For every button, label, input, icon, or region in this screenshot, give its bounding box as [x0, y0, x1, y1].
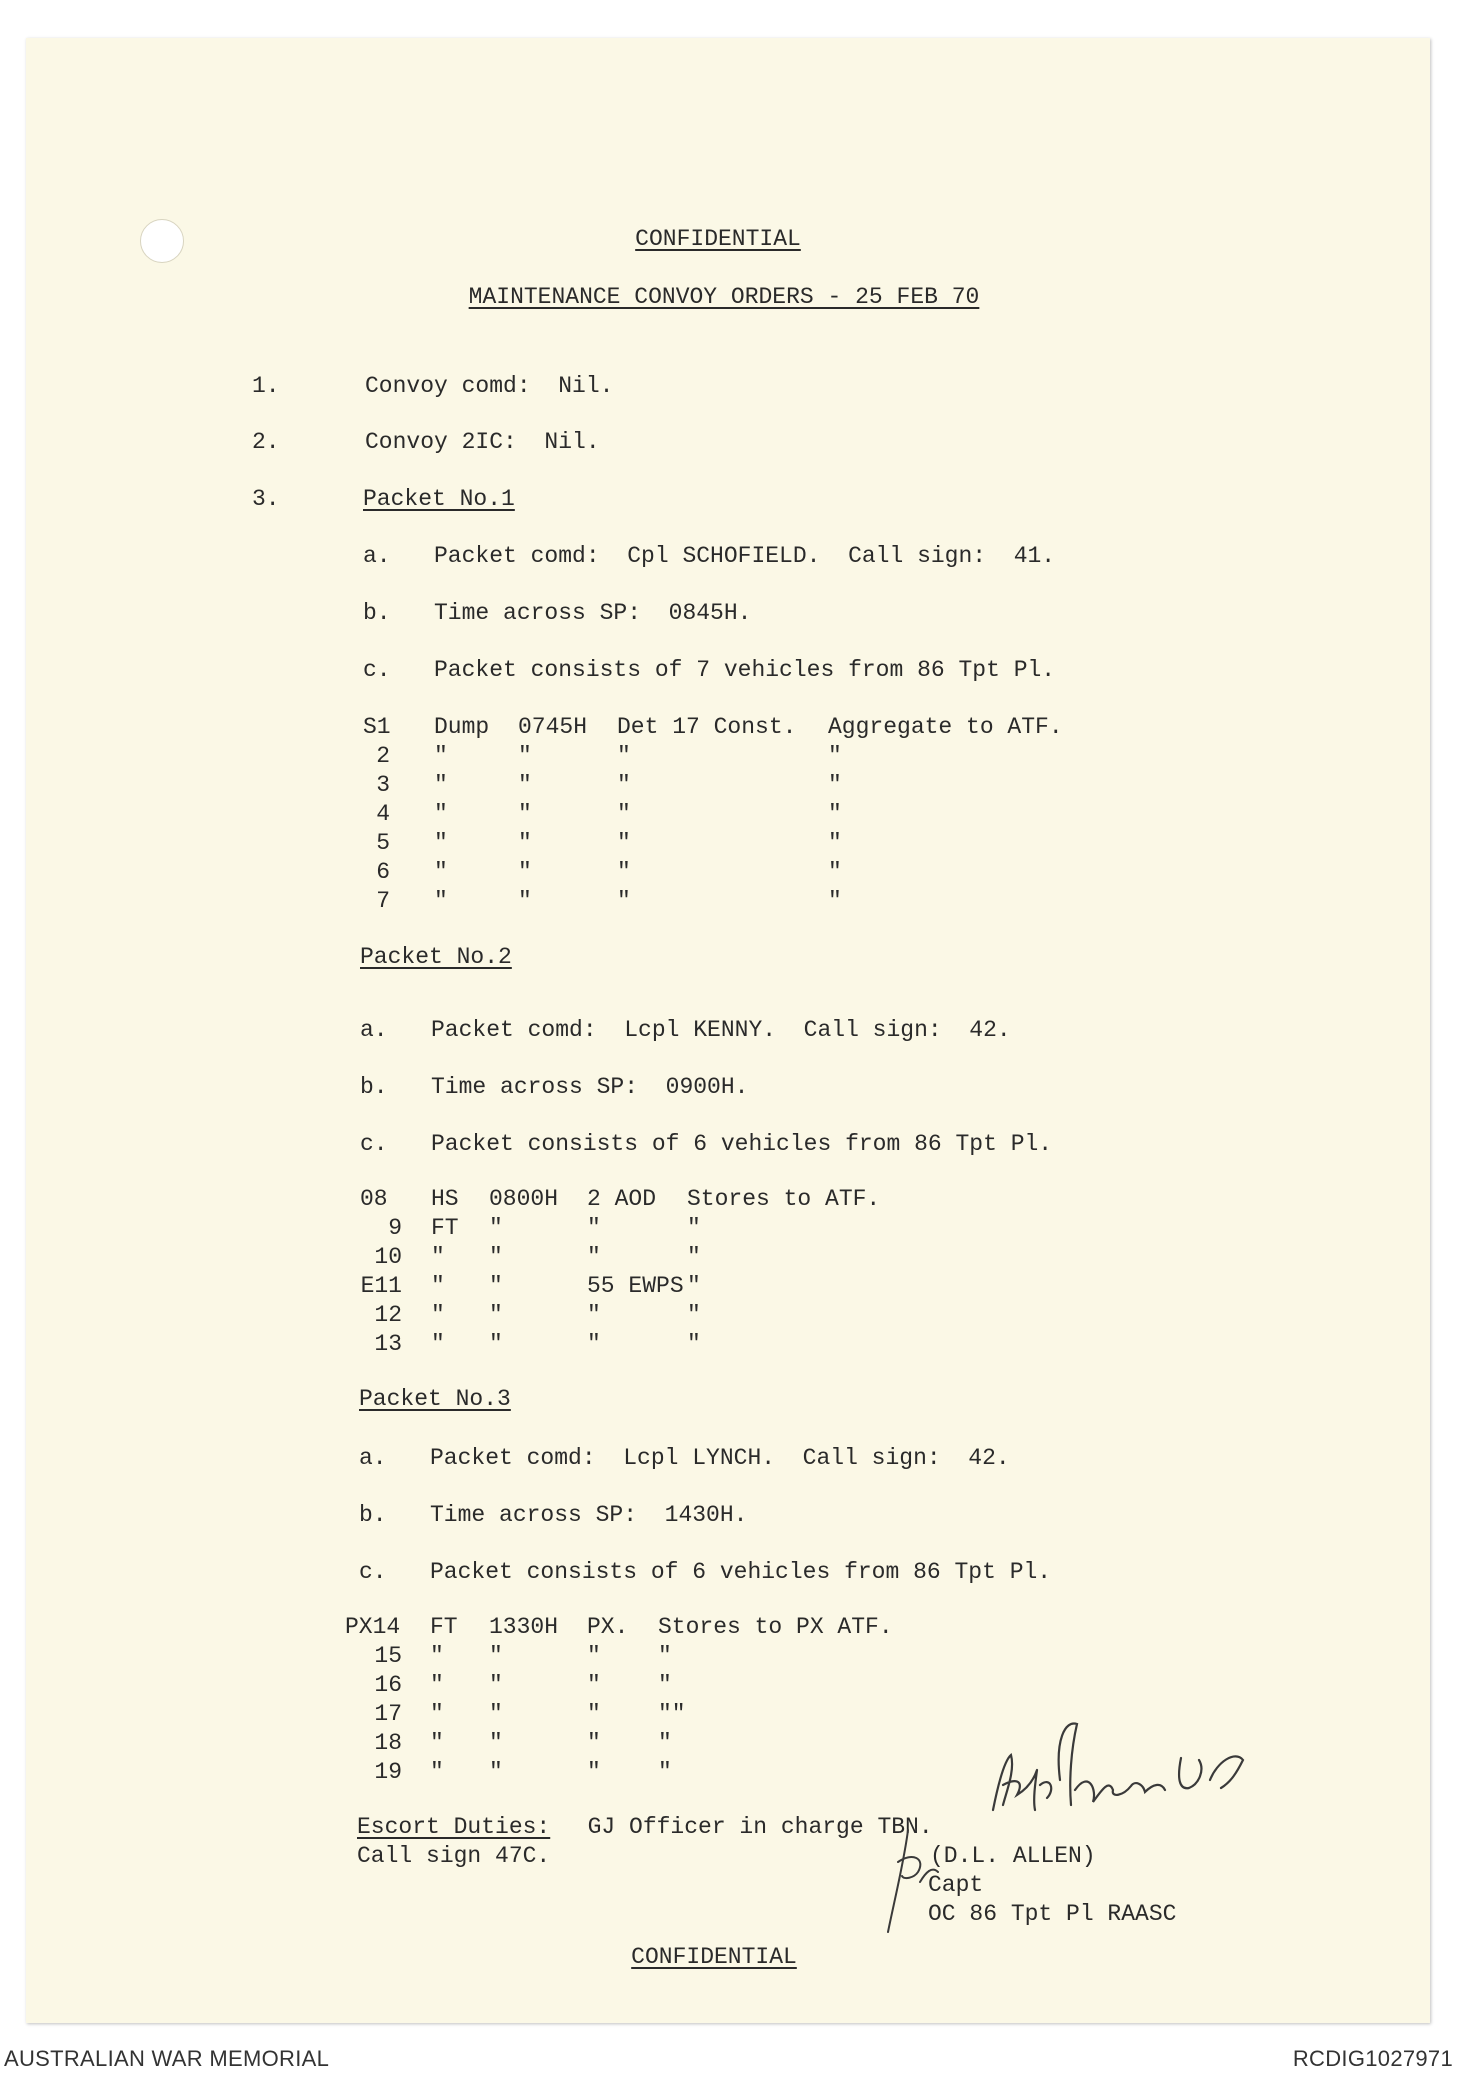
item-1-number: 1. [252, 373, 280, 399]
packet3-row-3-time: " [489, 1672, 503, 1698]
packet3-row-1-unit: PX. [587, 1614, 629, 1640]
packet-2-a-label: a. [360, 1017, 388, 1043]
packet3-row-5-vehicle-number: 18 [374, 1730, 402, 1756]
signatory-rank: Capt [928, 1872, 984, 1898]
packet2-row-3-time: " [489, 1244, 503, 1270]
packet3-row-2-vehicle-type: " [430, 1643, 444, 1669]
packet2-row-2-vehicle-number: 9 [388, 1215, 402, 1241]
packet2-row-5-vehicle-number: 12 [374, 1302, 402, 1328]
packet1-row-5-vehicle-type: " [434, 830, 448, 856]
packet2-row-1-vehicle-type: HS [431, 1186, 459, 1212]
packet1-row-3-vehicle-type: " [434, 772, 448, 798]
packet1-row-4-unit: " [617, 801, 631, 827]
packet-2-b-label: b. [360, 1074, 388, 1100]
document-title: MAINTENANCE CONVOY ORDERS - 25 FEB 70 [468, 284, 980, 310]
packet1-row-4-task: " [828, 801, 842, 827]
packet3-row-5-time: " [489, 1730, 503, 1756]
packet-3-a-label: a. [359, 1445, 387, 1471]
packet2-row-2-vehicle-type: FT [431, 1215, 459, 1241]
packet-2-heading: Packet No.2 [360, 944, 512, 970]
packet2-row-2-unit: " [587, 1215, 601, 1241]
packet1-row-2-unit: " [617, 743, 631, 769]
packet2-row-6-task: " [687, 1331, 701, 1357]
packet3-row-2-task: " [658, 1643, 672, 1669]
packet3-row-2-unit: " [587, 1643, 601, 1669]
packet1-row-7-vehicle-number: 7 [376, 888, 390, 914]
packet3-row-1-vehicle-type: FT [430, 1614, 458, 1640]
packet2-row-4-time: " [489, 1273, 503, 1299]
packet3-row-1-time: 1330H [489, 1614, 559, 1640]
packet2-row-4-vehicle-number: E11 [360, 1273, 402, 1299]
punch-hole [140, 219, 184, 263]
packet1-row-1-time: 0745H [518, 714, 588, 740]
item-2-number: 2. [252, 429, 280, 455]
archive-name: AUSTRALIAN WAR MEMORIAL [4, 2046, 330, 2071]
packet1-row-7-time: " [518, 888, 532, 914]
packet3-row-4-vehicle-number: 17 [374, 1701, 402, 1727]
packet3-row-6-task: " [658, 1759, 672, 1785]
convoy-2ic: Convoy 2IC: Nil. [365, 429, 600, 455]
packet1-row-6-time: " [518, 859, 532, 885]
packet-1-b-label: b. [363, 600, 391, 626]
packet1-row-1-unit: Det 17 Const. [617, 714, 797, 740]
signatory-unit: OC 86 Tpt Pl RAASC [928, 1901, 1177, 1927]
packet2-row-3-vehicle-type: " [431, 1244, 445, 1270]
packet2-row-2-time: " [489, 1215, 503, 1241]
packet1-row-7-task: " [828, 888, 842, 914]
packet2-row-6-time: " [489, 1331, 503, 1357]
packet-2-commander: Packet comd: Lcpl KENNY. Call sign: 42. [431, 1017, 1011, 1043]
packet-3-commander: Packet comd: Lcpl LYNCH. Call sign: 42. [430, 1445, 1010, 1471]
packet2-row-1-vehicle-number: 08 [360, 1186, 388, 1212]
packet1-row-3-unit: " [617, 772, 631, 798]
packet1-row-1-task: Aggregate to ATF. [828, 714, 1063, 740]
packet2-row-5-task: " [687, 1302, 701, 1328]
packet-1-a-label: a. [363, 543, 391, 569]
packet2-row-6-unit: " [587, 1331, 601, 1357]
packet-1-c-label: c. [363, 657, 391, 683]
packet1-row-3-time: " [518, 772, 532, 798]
packet-2-vehicles: Packet consists of 6 vehicles from 86 Tpt Pl. [431, 1131, 1053, 1157]
packet1-row-6-task: " [828, 859, 842, 885]
packet3-row-4-vehicle-type: " [430, 1701, 444, 1727]
item-3-number: 3. [252, 486, 280, 512]
packet3-row-4-task: "" [658, 1701, 686, 1727]
packet2-row-5-time: " [489, 1302, 503, 1328]
packet1-row-4-vehicle-type: " [434, 801, 448, 827]
packet1-row-2-task: " [828, 743, 842, 769]
packet-3-time: Time across SP: 1430H. [430, 1502, 748, 1528]
packet-3-c-label: c. [359, 1559, 387, 1585]
packet1-row-2-time: " [518, 743, 532, 769]
packet3-row-6-vehicle-type: " [430, 1759, 444, 1785]
packet1-row-3-task: " [828, 772, 842, 798]
packet2-row-5-unit: " [587, 1302, 601, 1328]
packet1-row-4-vehicle-number: 4 [376, 801, 390, 827]
packet1-row-7-vehicle-type: " [434, 888, 448, 914]
classification-top: CONFIDENTIAL [635, 226, 801, 252]
packet3-row-1-task: Stores to PX ATF. [658, 1614, 893, 1640]
packet-1-heading: Packet No.1 [363, 486, 515, 512]
packet3-row-5-task: " [658, 1730, 672, 1756]
packet1-row-2-vehicle-type: " [434, 743, 448, 769]
packet-1-vehicles: Packet consists of 7 vehicles from 86 Tpt Pl. [434, 657, 1056, 683]
packet2-row-3-vehicle-number: 10 [374, 1244, 402, 1270]
packet1-row-4-time: " [518, 801, 532, 827]
packet-3-vehicles: Packet consists of 6 vehicles from 86 Tpt Pl. [430, 1559, 1052, 1585]
packet2-row-4-unit: 55 EWPS [587, 1273, 684, 1299]
packet-2-c-label: c. [360, 1131, 388, 1157]
packet2-row-1-unit: 2 AOD [587, 1186, 657, 1212]
archive-reference: RCDIG1027971 [1292, 2046, 1453, 2071]
packet3-row-6-unit: " [587, 1759, 601, 1785]
packet2-row-1-task: Stores to ATF. [687, 1186, 881, 1212]
packet2-row-5-vehicle-type: " [431, 1302, 445, 1328]
packet3-row-3-task: " [658, 1672, 672, 1698]
packet3-row-6-time: " [489, 1759, 503, 1785]
packet2-row-3-unit: " [587, 1244, 601, 1270]
packet3-row-5-vehicle-type: " [430, 1730, 444, 1756]
packet1-row-5-unit: " [617, 830, 631, 856]
escort-callsign: Call sign 47C. [357, 1843, 551, 1869]
packet3-row-3-vehicle-number: 16 [374, 1672, 402, 1698]
packet1-row-1-vehicle-type: Dump [434, 714, 490, 740]
packet3-row-2-time: " [489, 1643, 503, 1669]
packet2-row-3-task: " [687, 1244, 701, 1270]
packet3-row-6-vehicle-number: 19 [374, 1759, 402, 1785]
packet1-row-1-vehicle-number: S1 [363, 714, 391, 740]
escort-duties-text: GJ Officer in charge TBN. [560, 1814, 933, 1840]
packet3-row-2-vehicle-number: 15 [374, 1643, 402, 1669]
packet3-row-3-vehicle-type: " [430, 1672, 444, 1698]
packet-3-b-label: b. [359, 1502, 387, 1528]
packet2-row-6-vehicle-number: 13 [374, 1331, 402, 1357]
packet-1-time: Time across SP: 0845H. [434, 600, 752, 626]
signatory-name: (D.L. ALLEN) [930, 1843, 1096, 1869]
packet2-row-1-time: 0800H [489, 1186, 559, 1212]
packet3-row-1-vehicle-number: PX14 [345, 1614, 401, 1640]
classification-bottom: CONFIDENTIAL [631, 1944, 797, 1970]
packet-1-commander: Packet comd: Cpl SCHOFIELD. Call sign: 41. [434, 543, 1056, 569]
packet2-row-2-task: " [687, 1215, 701, 1241]
packet1-row-6-unit: " [617, 859, 631, 885]
packet-2-time: Time across SP: 0900H. [431, 1074, 749, 1100]
packet-3-heading: Packet No.3 [359, 1386, 511, 1412]
packet3-row-5-unit: " [587, 1730, 601, 1756]
packet1-row-5-time: " [518, 830, 532, 856]
packet3-row-4-unit: " [587, 1701, 601, 1727]
handwritten-signature-rk [985, 1710, 1295, 1830]
packet1-row-5-vehicle-number: 5 [376, 830, 390, 856]
packet1-row-2-vehicle-number: 2 [376, 743, 390, 769]
packet1-row-6-vehicle-number: 6 [376, 859, 390, 885]
escort-duties-label: Escort Duties: [357, 1814, 551, 1840]
packet3-row-3-unit: " [587, 1672, 601, 1698]
convoy-commander: Convoy comd: Nil. [365, 373, 614, 399]
packet3-row-4-time: " [489, 1701, 503, 1727]
packet1-row-5-task: " [828, 830, 842, 856]
packet2-row-6-vehicle-type: " [431, 1331, 445, 1357]
packet2-row-4-task: " [687, 1273, 701, 1299]
packet1-row-3-vehicle-number: 3 [376, 772, 390, 798]
packet1-row-7-unit: " [617, 888, 631, 914]
packet1-row-6-vehicle-type: " [434, 859, 448, 885]
packet2-row-4-vehicle-type: " [431, 1273, 445, 1299]
